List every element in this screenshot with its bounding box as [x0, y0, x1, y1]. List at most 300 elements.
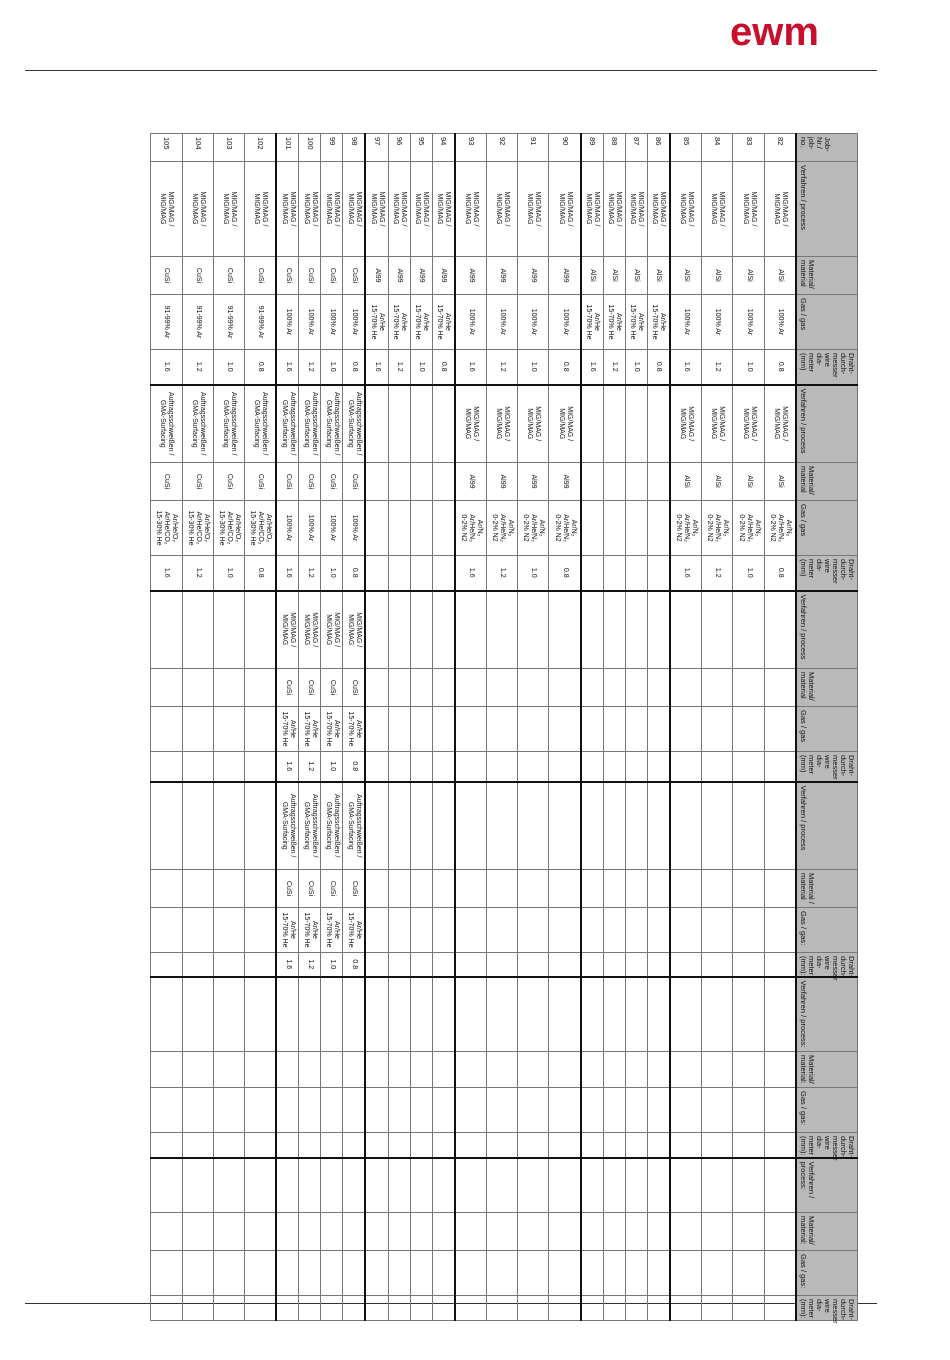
table-cell: CuSi — [276, 669, 299, 707]
table-cell — [518, 1213, 549, 1251]
table-cell — [581, 1052, 604, 1088]
table-cell — [410, 1158, 432, 1213]
table-cell — [276, 1133, 299, 1158]
table-cell — [299, 1213, 321, 1251]
table-cell: Al99 — [486, 257, 517, 295]
table-cell: MIG/MAG / MIG/MAG — [518, 162, 549, 257]
job-number-cell: 86 — [647, 134, 670, 162]
table-cell — [388, 1213, 410, 1251]
table-cell: 1.0 — [625, 350, 647, 385]
table-cell — [670, 752, 702, 782]
table-cell — [432, 669, 455, 707]
table-cell: CuSi — [151, 257, 183, 295]
table-cell: 1.6 — [670, 350, 702, 385]
table-cell: 100% Ar — [549, 295, 581, 350]
table-cell — [702, 1251, 733, 1296]
table-cell — [764, 591, 796, 669]
table-cell — [764, 782, 796, 870]
table-row — [603, 134, 625, 1321]
table-cell: 1.0 — [518, 350, 549, 385]
table-cell — [299, 1088, 321, 1133]
table-cell — [486, 591, 517, 669]
table-cell — [764, 1213, 796, 1251]
table-cell: 100% Ar — [343, 501, 366, 556]
table-cell — [321, 1296, 343, 1321]
table-cell: Ar/He 15-70% He — [366, 295, 389, 350]
table-cell — [670, 1088, 702, 1133]
table-cell: 0.8 — [549, 350, 581, 385]
table-cell — [603, 463, 625, 501]
table-cell — [603, 1088, 625, 1133]
table-cell — [455, 591, 487, 669]
table-cell — [581, 977, 604, 1052]
table-cell — [276, 1158, 299, 1213]
job-number-cell: 101 — [276, 134, 299, 162]
table-cell: Ar/He 15-70% He — [321, 908, 343, 953]
table-cell — [366, 501, 389, 556]
table-row — [733, 134, 764, 1321]
table-cell: Ar/He/O₂ Ar/He/CO₂ 15-30% He — [182, 501, 213, 556]
table-cell — [702, 1133, 733, 1158]
table-cell — [213, 977, 244, 1052]
table-cell: MIG/MAG / MIG/MAG — [702, 162, 733, 257]
table-cell — [321, 1251, 343, 1296]
table-cell — [388, 1088, 410, 1133]
table-row — [276, 134, 299, 1321]
table-cell — [182, 591, 213, 669]
table-cell — [581, 1213, 604, 1251]
table-cell — [410, 556, 432, 591]
table-cell — [733, 707, 764, 752]
table-cell: 1.6 — [366, 350, 389, 385]
job-number-cell: 89 — [581, 134, 604, 162]
header-cell: Gas / gas — [796, 707, 858, 752]
table-cell — [432, 1133, 455, 1158]
table-cell — [647, 463, 670, 501]
table-cell: Ar/N₂ Ar/He/N₂ 0-2% N2 — [733, 501, 764, 556]
table-cell: 0.8 — [343, 752, 366, 782]
header-cell: Draht-durch-messer wire dia-meter (mm): — [796, 953, 858, 977]
table-cell — [670, 1133, 702, 1158]
table-cell — [549, 1213, 581, 1251]
table-cell — [603, 870, 625, 908]
table-cell — [321, 1133, 343, 1158]
table-cell — [151, 1158, 183, 1213]
table-cell: 0.8 — [764, 556, 796, 591]
table-cell — [245, 908, 277, 953]
table-row — [343, 134, 366, 1321]
table-cell — [702, 1088, 733, 1133]
table-cell — [455, 870, 487, 908]
table-cell: MIG/MAG / MIG/MAG — [486, 162, 517, 257]
table-cell: CuSi — [276, 870, 299, 908]
table-cell — [245, 707, 277, 752]
table-cell — [343, 1158, 366, 1213]
table-cell: 1.0 — [321, 953, 343, 977]
table-row — [486, 134, 517, 1321]
table-cell: 1.6 — [151, 556, 183, 591]
table-cell — [647, 908, 670, 953]
table-cell — [581, 669, 604, 707]
table-cell: 1.0 — [518, 556, 549, 591]
table-cell — [343, 1296, 366, 1321]
table-cell: CuSi — [343, 463, 366, 501]
table-cell: 91-99% Ar — [213, 295, 244, 350]
table-cell — [455, 1133, 487, 1158]
table-cell — [455, 1296, 487, 1321]
table-cell — [486, 1052, 517, 1088]
table-cell — [410, 1213, 432, 1251]
table-cell: CuSi — [343, 870, 366, 908]
table-cell — [182, 1251, 213, 1296]
job-number-cell: 104 — [182, 134, 213, 162]
table-cell — [486, 1088, 517, 1133]
table-cell — [486, 1296, 517, 1321]
table-cell — [603, 908, 625, 953]
job-number-cell: 90 — [549, 134, 581, 162]
table-cell: MIG/MAG / MIG/MAG — [455, 385, 487, 463]
table-cell — [486, 870, 517, 908]
table-cell — [213, 1088, 244, 1133]
table-cell — [388, 1296, 410, 1321]
header-cell: Verfahren / process — [796, 591, 858, 669]
table-cell — [647, 782, 670, 870]
table-cell: 1.6 — [276, 556, 299, 591]
table-cell: MIG/MAG / MIG/MAG — [549, 385, 581, 463]
table-cell — [343, 1088, 366, 1133]
table-cell: CuSi — [245, 463, 277, 501]
table-cell — [455, 1088, 487, 1133]
table-cell — [182, 870, 213, 908]
table-row — [647, 134, 670, 1321]
header-cell: Draht-durch-messer wire dia-meter (mm) — [796, 350, 858, 385]
table-cell — [321, 1088, 343, 1133]
table-cell — [702, 1213, 733, 1251]
table-cell: 100% Ar — [764, 295, 796, 350]
table-cell — [549, 870, 581, 908]
table-cell: 1.0 — [733, 350, 764, 385]
header-cell: Verfahren / process — [796, 782, 858, 870]
table-cell: MIG/MAG / MIG/MAG — [276, 591, 299, 669]
table-cell — [603, 1158, 625, 1213]
table-cell — [151, 1052, 183, 1088]
table-cell — [549, 977, 581, 1052]
table-cell — [410, 707, 432, 752]
job-number-cell: 97 — [366, 134, 389, 162]
table-cell: CuSi — [213, 257, 244, 295]
table-cell: Auftragsschweißen / GMA-Surfacing — [276, 782, 299, 870]
table-cell — [581, 1088, 604, 1133]
table-cell — [733, 782, 764, 870]
table-cell — [625, 1296, 647, 1321]
table-cell — [366, 977, 389, 1052]
table-cell: Ar/He 15-70% He — [299, 908, 321, 953]
table-cell — [625, 1088, 647, 1133]
table-cell — [388, 385, 410, 463]
table-cell — [581, 1296, 604, 1321]
table-cell — [455, 977, 487, 1052]
table-cell — [432, 707, 455, 752]
table-cell: 1.6 — [276, 953, 299, 977]
table-cell — [518, 707, 549, 752]
header-cell: Draht-durch-messer wire dia-meter (mm) — [796, 556, 858, 591]
job-number-cell: 105 — [151, 134, 183, 162]
table-cell — [603, 669, 625, 707]
table-cell — [581, 752, 604, 782]
table-cell — [299, 1251, 321, 1296]
job-number-cell: 91 — [518, 134, 549, 162]
table-cell: CuSi — [213, 463, 244, 501]
table-cell — [670, 1052, 702, 1088]
table-cell — [182, 1133, 213, 1158]
table-cell: AlSi — [764, 463, 796, 501]
table-cell: 1.2 — [299, 953, 321, 977]
table-cell — [549, 1158, 581, 1213]
table-cell: 1.6 — [276, 752, 299, 782]
table-row — [518, 134, 549, 1321]
job-table-rotated — [150, 133, 858, 1324]
table-cell — [410, 1052, 432, 1088]
table-cell — [213, 591, 244, 669]
table-cell — [182, 977, 213, 1052]
table-cell — [321, 1158, 343, 1213]
table-cell: CuSi — [343, 669, 366, 707]
table-cell: 100% Ar — [276, 295, 299, 350]
table-cell — [151, 782, 183, 870]
table-cell — [702, 870, 733, 908]
table-row — [625, 134, 647, 1321]
table-cell — [213, 1251, 244, 1296]
table-cell — [276, 977, 299, 1052]
table-cell — [702, 908, 733, 953]
table-cell — [213, 752, 244, 782]
table-cell: MIG/MAG / MIG/MAG — [410, 162, 432, 257]
table-cell — [366, 1088, 389, 1133]
table-cell: 0.8 — [343, 350, 366, 385]
table-cell: 1.6 — [455, 556, 487, 591]
table-cell — [343, 977, 366, 1052]
table-cell — [432, 501, 455, 556]
table-cell — [486, 669, 517, 707]
table-cell — [410, 953, 432, 977]
table-cell — [366, 908, 389, 953]
table-row — [245, 134, 277, 1321]
table-cell — [549, 591, 581, 669]
table-cell — [455, 1251, 487, 1296]
table-cell: AlSi — [764, 257, 796, 295]
table-cell — [518, 1251, 549, 1296]
table-cell: 0.8 — [549, 556, 581, 591]
table-cell: Ar/He 15-70% He — [343, 908, 366, 953]
table-cell: 1.2 — [182, 350, 213, 385]
table-cell: 91-99% Ar — [245, 295, 277, 350]
table-cell — [182, 669, 213, 707]
table-cell: Ar/He 15-70% He — [388, 295, 410, 350]
table-cell — [388, 556, 410, 591]
table-cell: Auftragsschweißen / GMA-Surfacing — [151, 385, 183, 463]
table-cell: 100% Ar — [733, 295, 764, 350]
table-cell — [549, 1088, 581, 1133]
table-cell: MIG/MAG / MIG/MAG — [581, 162, 604, 257]
table-cell — [388, 591, 410, 669]
table-body — [151, 134, 797, 1321]
table-cell — [764, 669, 796, 707]
table-cell — [603, 385, 625, 463]
table-cell — [486, 953, 517, 977]
table-cell — [245, 953, 277, 977]
table-cell — [647, 385, 670, 463]
table-cell — [518, 1052, 549, 1088]
header-cell: Draht-durch-messer wire dia-meter (mm): — [796, 1133, 858, 1158]
table-cell — [366, 385, 389, 463]
table-cell — [151, 1088, 183, 1133]
table-cell — [343, 1133, 366, 1158]
table-cell: CuSi — [321, 669, 343, 707]
table-cell: Ar/N₂ Ar/He/N₂ 0-2% N2 — [455, 501, 487, 556]
table-cell — [343, 1052, 366, 1088]
table-cell — [432, 752, 455, 782]
table-cell: Auftragsschweißen / GMA-Surfacing — [276, 385, 299, 463]
table-cell — [432, 591, 455, 669]
table-cell — [151, 870, 183, 908]
table-cell — [581, 463, 604, 501]
table-cell: 0.8 — [432, 350, 455, 385]
table-cell — [518, 870, 549, 908]
table-cell — [388, 953, 410, 977]
table-cell: Ar/He/O₂ Ar/He/CO₂ 15-30% He — [151, 501, 183, 556]
job-number-cell: 94 — [432, 134, 455, 162]
table-cell — [603, 782, 625, 870]
table-cell: MIG/MAG / MIG/MAG — [603, 162, 625, 257]
table-cell — [299, 1133, 321, 1158]
table-cell — [366, 707, 389, 752]
job-number-cell: 92 — [486, 134, 517, 162]
table-cell: AlSi — [702, 463, 733, 501]
table-cell — [213, 1296, 244, 1321]
table-cell: Ar/N₂ Ar/He/N₂ 0-2% N2 — [670, 501, 702, 556]
table-cell: CuSi — [299, 257, 321, 295]
table-cell: MIG/MAG / MIG/MAG — [549, 162, 581, 257]
table-cell — [733, 1213, 764, 1251]
table-cell — [388, 1251, 410, 1296]
table-cell — [603, 1251, 625, 1296]
table-cell — [733, 1296, 764, 1321]
table-cell — [670, 1296, 702, 1321]
table-cell — [213, 1052, 244, 1088]
table-cell: MIG/MAG / MIG/MAG — [518, 385, 549, 463]
table-cell — [603, 501, 625, 556]
table-row — [455, 134, 487, 1321]
table-cell — [388, 463, 410, 501]
table-cell — [486, 908, 517, 953]
table-cell — [764, 1052, 796, 1088]
table-cell: 1.2 — [388, 350, 410, 385]
table-cell — [410, 591, 432, 669]
job-number-cell: 103 — [213, 134, 244, 162]
table-row — [151, 134, 183, 1321]
table-cell — [410, 501, 432, 556]
table-row — [388, 134, 410, 1321]
table-cell — [432, 782, 455, 870]
table-cell — [486, 752, 517, 782]
table-cell — [733, 1158, 764, 1213]
table-cell: MIG/MAG / MIG/MAG — [670, 162, 702, 257]
table-row — [213, 134, 244, 1321]
table-cell — [276, 1296, 299, 1321]
table-cell — [733, 953, 764, 977]
header-cell: Gas / gas: — [796, 1088, 858, 1133]
ewm-logo — [728, 12, 858, 52]
table-cell — [213, 908, 244, 953]
table-cell — [366, 1296, 389, 1321]
table-cell — [151, 1251, 183, 1296]
table-cell — [603, 1213, 625, 1251]
job-number-cell: 98 — [343, 134, 366, 162]
job-number-cell: 87 — [625, 134, 647, 162]
table-cell: 0.8 — [343, 953, 366, 977]
table-cell: 0.8 — [343, 556, 366, 591]
table-cell — [432, 1213, 455, 1251]
table-cell — [410, 782, 432, 870]
table-row — [702, 134, 733, 1321]
table-cell — [432, 977, 455, 1052]
table-cell — [625, 463, 647, 501]
table-cell: Al99 — [388, 257, 410, 295]
table-cell — [647, 977, 670, 1052]
table-row — [410, 134, 432, 1321]
table-cell — [410, 908, 432, 953]
table-cell — [647, 556, 670, 591]
table-cell: 1.6 — [581, 350, 604, 385]
table-cell: AlSi — [670, 463, 702, 501]
table-cell — [733, 1133, 764, 1158]
header-cell: Job-Nr./ job-no. — [796, 134, 858, 162]
header-cell: Verfahren / process — [796, 385, 858, 463]
table-cell: MIG/MAG / MIG/MAG — [299, 162, 321, 257]
table-cell: MIG/MAG / MIG/MAG — [670, 385, 702, 463]
table-cell: CuSi — [276, 463, 299, 501]
table-cell — [366, 1158, 389, 1213]
table-cell: 91-99% Ar — [182, 295, 213, 350]
table-cell — [151, 752, 183, 782]
table-cell — [388, 908, 410, 953]
table-cell — [764, 908, 796, 953]
table-cell — [151, 1213, 183, 1251]
table-cell: Ar/He 15-70% He — [321, 707, 343, 752]
table-cell: Al99 — [366, 257, 389, 295]
table-cell — [245, 1213, 277, 1251]
table-cell — [432, 1251, 455, 1296]
table-cell — [455, 1158, 487, 1213]
table-cell: 1.2 — [486, 556, 517, 591]
table-cell: 1.2 — [299, 350, 321, 385]
table-cell: CuSi — [151, 463, 183, 501]
table-cell: MIG/MAG / MIG/MAG — [764, 385, 796, 463]
table-cell — [432, 908, 455, 953]
table-cell — [366, 669, 389, 707]
table-cell — [151, 1133, 183, 1158]
table-cell — [245, 782, 277, 870]
table-cell — [388, 1158, 410, 1213]
table-cell: MIG/MAG / MIG/MAG — [432, 162, 455, 257]
table-cell — [410, 1133, 432, 1158]
table-cell — [518, 953, 549, 977]
table-cell — [245, 1296, 277, 1321]
table-cell — [625, 1251, 647, 1296]
table-cell: MIG/MAG / MIG/MAG — [182, 162, 213, 257]
table-cell — [581, 953, 604, 977]
table-cell: 0.8 — [245, 350, 277, 385]
